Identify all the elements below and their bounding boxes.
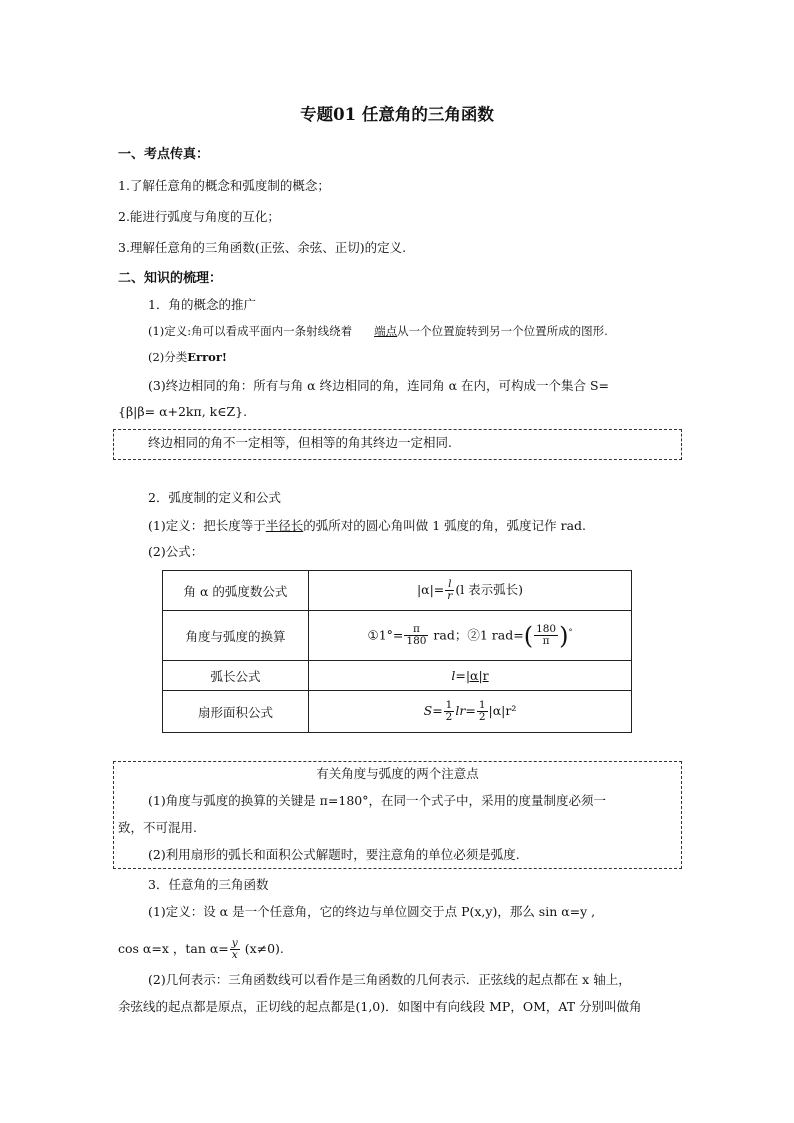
denominator: π [542, 635, 550, 647]
angle-def-text-b: 从一个位置旋转到另一个位置所成的图形. [397, 324, 608, 338]
formula-text: |α|r² [488, 703, 517, 718]
note-radian-1b: 致，不可混用. [118, 820, 197, 835]
fraction [444, 700, 455, 723]
page-title: 专题01 任意角的三角函数 [300, 105, 494, 124]
table-cell-sector-formula [309, 691, 632, 733]
table-cell-conversion-formula [309, 611, 632, 661]
classification-label: (2)分类 [148, 350, 188, 364]
formula-text: |α|= [416, 582, 445, 597]
formula-text: ①1°= [367, 627, 404, 642]
coterminal-line-2: {β|β= α+2kπ, k∈Z}. [118, 404, 248, 419]
formula-text: l= [451, 668, 466, 683]
note-coterminal: 终边相同的角不一定相等，但相等的角其终边一定相同. [148, 435, 452, 450]
subsection-title-angle-concept: 1．角的概念的推广 [148, 297, 256, 312]
trig-def-text-b: (x≠0). [240, 941, 284, 956]
angle-definition [148, 322, 608, 340]
radian-definition [148, 517, 586, 535]
note-radian-2: (2)利用扇形的弧长和面积公式解题时，要注意角的单位必须是弧度. [148, 847, 520, 862]
subsection-title-trig-functions: 3．任意角的三角函数 [148, 877, 269, 892]
fraction [445, 579, 454, 602]
angle-def-text-a: (1)定义:角可以看成平面内一条射线绕着 [148, 324, 353, 338]
formula-text: S= [423, 703, 443, 718]
coterminal-line-1: (3)终边相同的角：所有与角 α 终边相同的角，连同角 α 在内，可构成一个集合 S= [148, 378, 609, 393]
formula-text: lr= [455, 703, 476, 718]
trig-definition-2 [118, 938, 284, 961]
exam-point-3: 3.理解任意角的三角函数(正弦、余弦、正切)的定义. [118, 240, 407, 255]
right-paren: ) [559, 621, 569, 650]
formula-underlined: |α|r [465, 668, 489, 683]
fraction [534, 624, 558, 647]
angle-classification [148, 348, 227, 366]
denominator: 180 [406, 635, 427, 647]
numerator: 180 [536, 623, 557, 635]
denominator: 2 [445, 711, 453, 723]
table-row [163, 661, 632, 691]
formula-text: (l 表示弧长) [455, 582, 524, 597]
formula-text: rad；②1 rad= [429, 627, 524, 642]
table-cell-radian-formula [309, 571, 632, 611]
table-cell-label: 弧长公式 [163, 661, 309, 691]
numerator: 1 [478, 699, 486, 711]
denominator: r [447, 590, 453, 602]
note-title-radian: 有关角度与弧度的两个注意点 [316, 766, 479, 781]
geometric-rep-2: 余弦线的起点都是原点，正切线的起点都是(1,0)．如图中有向线段 MP，OM，AT 分别叫做角 [118, 999, 642, 1014]
exam-point-1: 1.了解任意角的概念和弧度制的概念； [118, 178, 330, 193]
classification-error: Error! [187, 350, 227, 364]
denominator: x [231, 949, 238, 961]
left-paren: ( [523, 621, 534, 650]
formula-table [162, 570, 632, 733]
radian-def-text-a: (1)定义：把长度等于 [148, 518, 266, 533]
radian-def-underlined: 半径长 [265, 518, 304, 533]
table-row [163, 571, 632, 611]
table-row [163, 691, 632, 733]
trig-def-text-a: cos α=x ，tan α= [118, 941, 229, 956]
note-radian-1a: (1)角度与弧度的换算的关键是 π=180°，在同一个式子中，采用的度量制度必须一 [148, 793, 606, 808]
degree-mark: ° [568, 626, 573, 636]
numerator: 1 [445, 699, 453, 711]
exam-point-2: 2.能进行弧度与角度的互化； [118, 209, 280, 224]
formula-label: (2)公式： [148, 544, 204, 559]
trig-definition-1: (1)定义：设 α 是一个任意角，它的终边与单位圆交于点 P(x,y)，那么 sin α=y , [148, 904, 596, 919]
fraction [404, 624, 428, 647]
fraction [477, 700, 488, 723]
geometric-rep-1: (2)几何表示：三角函数线可以看作是三角函数的几何表示．正弦线的起点都在 x 轴上， [148, 972, 631, 987]
section-heading-knowledge: 二、知识的梳理： [118, 271, 223, 286]
numerator: π [404, 624, 428, 636]
table-cell-label: 角 α 的弧度数公式 [163, 571, 309, 611]
angle-def-underlined: 端点 [374, 324, 398, 338]
table-cell-label: 扇形面积公式 [163, 691, 309, 733]
subsection-title-radian: 2．弧度制的定义和公式 [148, 490, 281, 505]
table-cell-arc-formula [309, 661, 632, 691]
radian-def-text-b: 的弧所对的圆心角叫做 1 弧度的角，弧度记作 rad. [303, 518, 587, 533]
denominator: 2 [478, 711, 486, 723]
numerator: l [445, 579, 454, 591]
table-row [163, 611, 632, 661]
table-cell-label: 角度与弧度的换算 [163, 611, 309, 661]
section-heading-exam-points: 一、考点传真： [118, 147, 210, 162]
fraction [230, 938, 240, 961]
numerator: y [231, 937, 238, 949]
